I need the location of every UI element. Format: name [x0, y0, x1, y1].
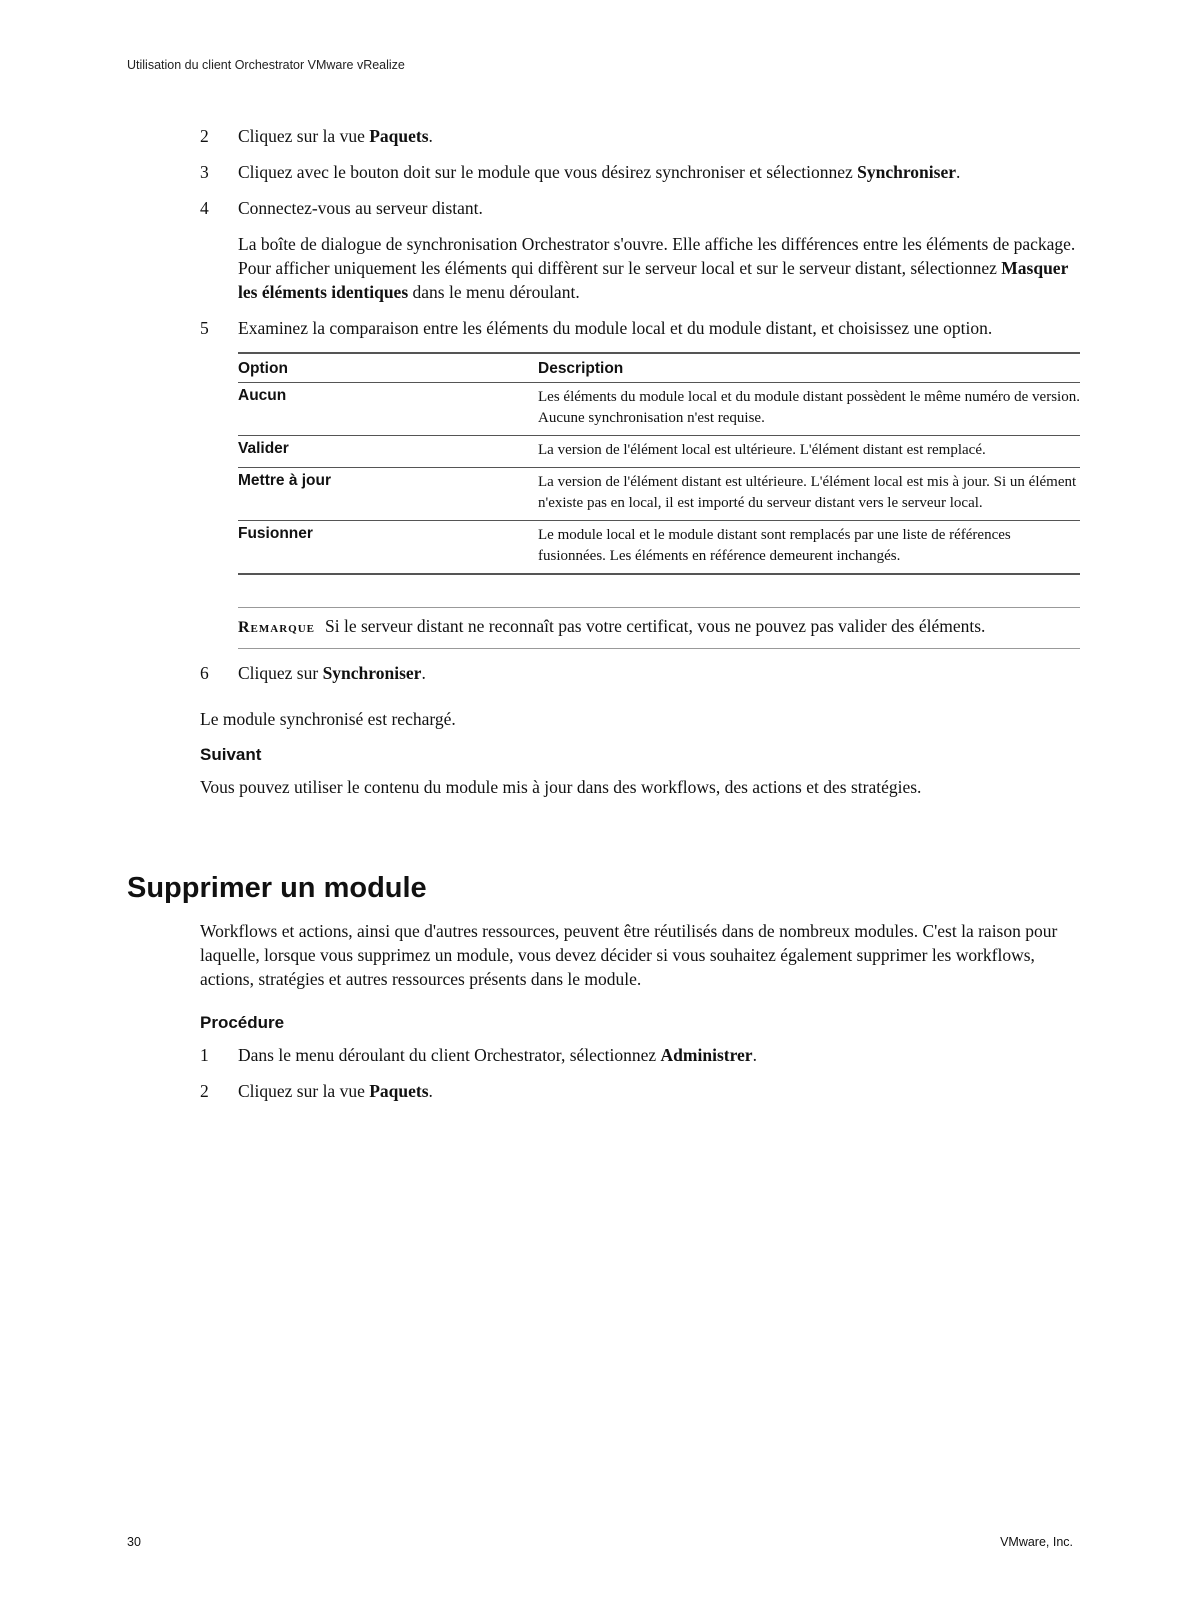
option-cell: Fusionner: [238, 521, 538, 575]
section-title: Supprimer un module: [127, 872, 427, 904]
footer-company: VMware, Inc.: [1000, 1535, 1073, 1549]
step-post: .: [421, 663, 426, 683]
step-2: [200, 124, 1080, 148]
step-number: 6: [200, 663, 209, 683]
procedure-step-2: [200, 1079, 1080, 1103]
note-box: [238, 607, 1080, 649]
para-text: La boîte de dialogue de synchronisation Orchestrator s'ouvre. Elle affiche les différences entre les éléments de package. Pour afficher uniquement les éléments qui diffèrent sur le serveur local et sur le serveur distant, sélectionnez: [238, 234, 1076, 278]
step-text: Cliquez avec le bouton doit sur le module que vous désirez synchroniser et sélectionnez: [238, 162, 858, 182]
step-4: [200, 196, 1080, 220]
step-5: [200, 316, 1080, 340]
note-text: Si le serveur distant ne reconnaît pas votre certificat, vous ne pouvez pas valider des éléments.: [325, 616, 986, 636]
step-4-paragraph: [200, 232, 1080, 304]
table-header-row: [238, 353, 1080, 383]
step-text: Cliquez sur la vue: [238, 126, 370, 146]
table-row: [238, 468, 1080, 521]
step-3: [200, 160, 1080, 184]
main-content: [200, 124, 1080, 813]
options-table: [238, 352, 1080, 575]
step-bold: Paquets: [369, 126, 429, 146]
step-post: .: [428, 1081, 433, 1101]
next-heading: Suivant: [200, 745, 262, 764]
step-text: Cliquez sur: [238, 663, 323, 683]
table-row: [238, 521, 1080, 575]
para-bold: Masquer les éléments identiques: [238, 258, 1069, 302]
step-number: 5: [200, 318, 209, 338]
step-post: .: [955, 162, 961, 182]
description-cell: Les éléments du module local et du module distant possèdent le même numéro de version. Aucune synchronisation n'est requise.: [538, 383, 1080, 436]
step-text: Cliquez sur la vue: [238, 1081, 370, 1101]
step-bold: Administrer: [660, 1045, 753, 1065]
step-number: 4: [200, 198, 209, 218]
column-header-description: Description: [538, 353, 1080, 383]
option-cell: Valider: [238, 436, 538, 468]
page-number: 30: [127, 1535, 141, 1549]
step-post: .: [752, 1045, 757, 1065]
step-bold: Synchroniser: [857, 162, 956, 182]
step-bold: Synchroniser: [322, 663, 422, 683]
step-text: Examinez la comparaison entre les éléments du module local et du module distant, et choisissez une option.: [238, 318, 993, 338]
step-post: .: [428, 126, 433, 146]
result-text: Le module synchronisé est rechargé.: [200, 709, 456, 729]
description-cell: La version de l'élément distant est ultérieure. L'élément local est mis à jour. Si un élément n'existe pas en local, il est importé du serveur distant vers le serveur local.: [538, 468, 1080, 521]
table-row: [238, 436, 1080, 468]
description-cell: La version de l'élément local est ultérieure. L'élément distant est remplacé.: [538, 436, 1080, 468]
option-cell: Mettre à jour: [238, 468, 538, 521]
step-text: Dans le menu déroulant du client Orchestrator, sélectionnez: [238, 1045, 661, 1065]
step-text: Connectez-vous au serveur distant.: [238, 198, 483, 218]
procedure-heading: Procédure: [200, 1013, 285, 1032]
option-cell: Aucun: [238, 383, 538, 436]
step-bold: Paquets: [369, 1081, 429, 1101]
step-number: 3: [200, 162, 209, 182]
para-post: dans le menu déroulant.: [408, 282, 580, 302]
step-number: 2: [200, 126, 209, 146]
procedure-step-1: [200, 1043, 1080, 1067]
section-intro: Workflows et actions, ainsi que d'autres ressources, peuvent être réutilisés dans de nombreux modules. C'est la raison pour laquelle, lorsque vous supprimez un module, vous devez décider si vous souhaitez également supprimer les workflows, actions, stratégies et autres ressources présents dans le module.: [200, 921, 1058, 989]
step-6: [200, 661, 1080, 685]
section-content: [200, 919, 1080, 1115]
note-label: Remarque: [238, 619, 315, 636]
description-cell: Le module local et le module distant sont remplacés par une liste de références fusionnées. Les éléments en référence demeurent inchangés.: [538, 521, 1080, 575]
column-header-option: Option: [238, 353, 538, 383]
step-number: 2: [200, 1081, 209, 1101]
step-number: 1: [200, 1045, 209, 1065]
next-text: Vous pouvez utiliser le contenu du module mis à jour dans des workflows, des actions et des stratégies.: [200, 777, 922, 797]
table-row: [238, 383, 1080, 436]
running-head: Utilisation du client Orchestrator VMware vRealize: [127, 58, 405, 72]
